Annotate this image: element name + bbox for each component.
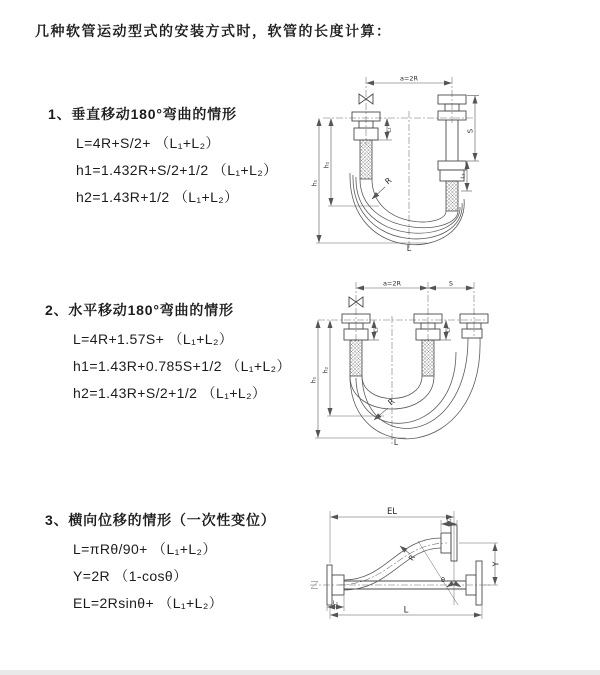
formula-line: L=4R+1.57S+ （L₁+L₂）: [73, 331, 234, 347]
dim-label-h1: h₁: [310, 376, 318, 384]
section-lateral-displacement: [45, 510, 276, 617]
formula-list: [76, 130, 278, 211]
centerlines: [318, 279, 486, 444]
dim-label-s: S: [448, 279, 454, 288]
section-heading: 1、垂直移动180°弯曲的情形: [48, 106, 237, 122]
hose-assembly: [350, 94, 466, 245]
formula-line: L=πRθ/90+ （L₁+L₂）: [73, 541, 217, 557]
dim-label-l2: L₂: [445, 327, 452, 333]
radius-label: R: [383, 175, 394, 187]
formula-line: h2=1.43R+S/2+1/2 （L₁+L₂）: [73, 385, 267, 401]
angle-label: θ: [441, 576, 445, 584]
dim-label-h1: h₁: [311, 179, 319, 187]
diagram-horizontal-bend: [306, 278, 491, 448]
dim-label-l1: L₁: [386, 127, 393, 133]
formula-line: h2=1.43R+1/2 （L₁+L₂）: [76, 189, 239, 205]
diagram-vertical-bend: [309, 73, 484, 253]
hose-assembly: [342, 297, 488, 439]
dimension-lines: [327, 511, 498, 619]
page-title: 几种软管运动型式的安装方式时，软管的长度计算：: [35, 23, 392, 39]
formula-line: Y=2R （1-cosθ）: [73, 568, 188, 584]
centerlines: [310, 543, 492, 589]
dimension-lines: [315, 288, 474, 438]
section-horizontal-bend: [45, 300, 291, 407]
dim-label-h2: h₂: [323, 161, 331, 169]
section-vertical-bend: [48, 104, 278, 211]
dim-label-a2r: a=2R: [382, 279, 402, 288]
formula-line: L=4R+S/2+ （L₁+L₂）: [76, 135, 220, 151]
radius-label: R: [386, 396, 397, 408]
dim-label-l1: L₁: [373, 327, 380, 333]
formula-list: [73, 326, 291, 407]
page-bottom-edge: [0, 670, 600, 675]
dim-label-s: S: [466, 128, 475, 134]
hose-assembly: [327, 525, 482, 605]
formula-line: h1=1.43R+0.785S+1/2 （L₁+L₂）: [73, 358, 291, 374]
section-heading: 3、横向位移的情形（一次性变位）: [45, 512, 276, 528]
diagram-lateral-displacement: [306, 503, 501, 628]
centerlines: [323, 74, 474, 249]
dim-label-h2: h₂: [322, 366, 330, 374]
formula-line: h1=1.432R+S/2+1/2 （L₁+L₂）: [76, 162, 278, 178]
formula-list: [73, 536, 276, 617]
length-label: L: [393, 438, 399, 447]
length-label: L: [406, 244, 412, 253]
formula-line: EL=2Rsinθ+ （L₁+L₂）: [73, 595, 224, 611]
dim-label-l2: L₂: [446, 517, 452, 524]
radius-label: R: [406, 553, 418, 563]
dim-label-l1: L₁: [332, 600, 339, 607]
dim-label-y: Y: [491, 561, 501, 567]
dim-label-el: EL: [386, 507, 398, 517]
dim-label-l2: L₂: [460, 173, 467, 179]
section-heading: 2、水平移动180°弯曲的情形: [45, 302, 234, 318]
dim-label-a2r: a=2R: [399, 74, 419, 83]
dim-label-l: L: [403, 605, 409, 616]
